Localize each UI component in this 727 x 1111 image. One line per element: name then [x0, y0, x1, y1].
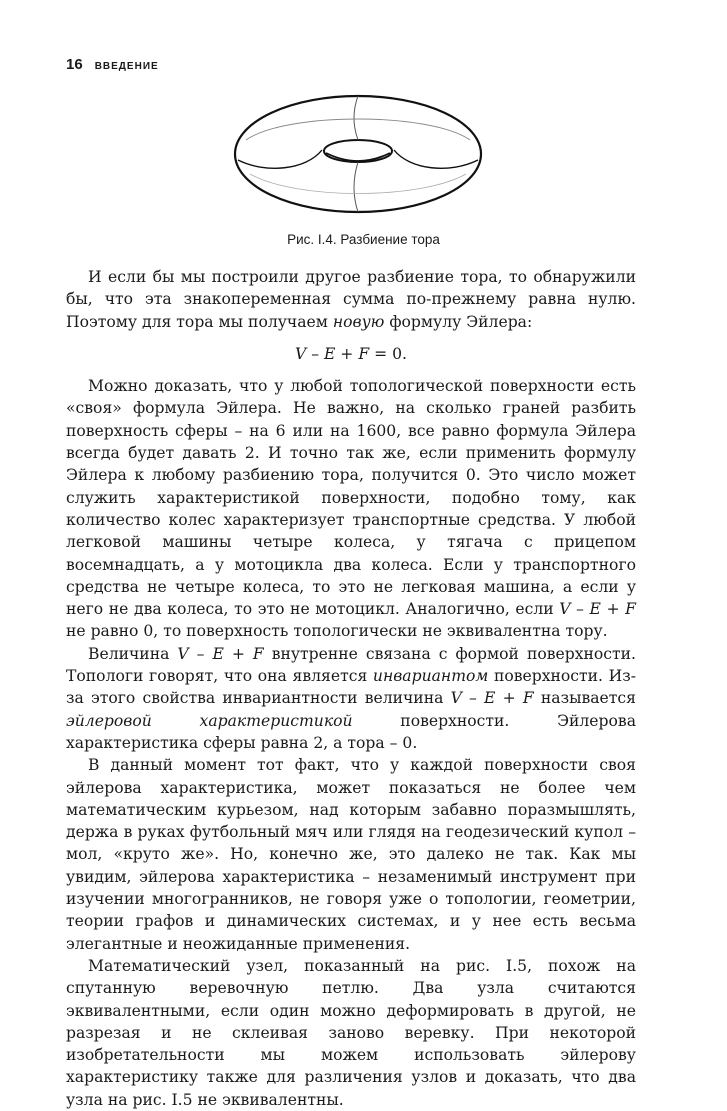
text-run: не равно 0, то поверхность топологически не эквивалентна тору. — [66, 622, 608, 641]
formula-operator: + — [335, 344, 359, 363]
formula-result: = 0. — [369, 344, 408, 363]
torus-figure — [226, 90, 490, 226]
emphasis: новую — [332, 312, 385, 331]
text-run: поверхности. Из-за этого свойства инвариантности величина — [66, 667, 637, 708]
formula-operator: – — [306, 344, 324, 363]
emphasis: V – E + F — [450, 689, 534, 708]
text-run: Можно доказать, что у любой топологической поверхности есть «своя» формула Эйлера. Не важно, на сколько граней разбить поверхность сферы – на 6 или на 1600, все равно формула Эйлера всегда будет давать 2. И точно так же, если применить формулу Эйлера к любому разбиению тора, получится 0. Это число может служить характеристикой поверхности, подобно тому, как количество колес характеризует транспортные средства. У любой легковой машины четыре колеса, у тягача с прицепом восемнадцать, а у мотоцикла два колеса. Если у транспортного средства не четыре колеса, то это не легковая машина, а если у него не два колеса, то это не мотоцикл. Аналогично, если — [66, 377, 636, 619]
torus-hole — [324, 140, 392, 162]
emphasis: V – E + F — [559, 600, 637, 619]
text-run: Величина — [88, 644, 178, 663]
formula-term: V — [294, 344, 307, 363]
paragraph — [66, 266, 636, 333]
paragraph — [66, 375, 636, 643]
running-head — [66, 56, 159, 74]
paragraph — [66, 643, 636, 754]
text-run: формулу Эйлера: — [384, 312, 533, 331]
torus-illustration — [226, 90, 490, 226]
emphasis: инвариантом — [372, 667, 489, 686]
page-number: 16 — [66, 56, 83, 73]
formula-term: F — [358, 344, 370, 363]
text-run: поверхности. Эйлерова характеристика сферы равна 2, а тора – 0. — [66, 711, 636, 752]
formula-term: E — [323, 344, 336, 363]
figure-caption: Рис. I.4. Разбиение тора — [287, 232, 440, 247]
section-title: ВВЕДЕНИЕ — [94, 61, 159, 72]
paragraph: В данный момент тот факт, что у каждой поверхности своя эйлерова характеристика, может показаться не более чем математическим курьезом, над которым забавно поразмышлять, держа в руках футбольный мяч или глядя на геодезический купол – мол, «круто же». Но, конечно же, это далеко не так. Как мы увидим, эйлерова характеристика – незаменимый инструмент при изучении многогранников, не говоря уже о топологии, геометрии, теории графов и динамических системах, и у нее есть весьма элегантные и неожиданные применения. — [66, 756, 636, 953]
emphasis: V – E + F — [177, 644, 264, 663]
paragraph: Математический узел, показанный на рис. I.5, похож на спутанную веревочную петлю. Два узла считаются эквивалентными, если один можно деформировать в другой, не разрезая и не склеивая заново веревку. При некоторой изобретательности мы можем использовать эйлерову характеристику также для различения узлов и доказать, что два узла на рис. I.5 не эквивалентны. — [66, 956, 636, 1109]
body-text — [66, 266, 636, 1111]
text-run: внутренне связана с формой поверхности. Топологи говорят, что она является — [66, 644, 637, 686]
emphasis: эйлеровой характеристикой — [66, 711, 353, 730]
text-run: называется — [533, 689, 636, 708]
text-run: И если бы мы построили другое разбиение тора, то обнаружили бы, что эта знакопеременная сумма по-прежнему равна нулю. Поэтому для тора мы получаем — [66, 268, 636, 331]
euler-formula — [66, 343, 636, 365]
